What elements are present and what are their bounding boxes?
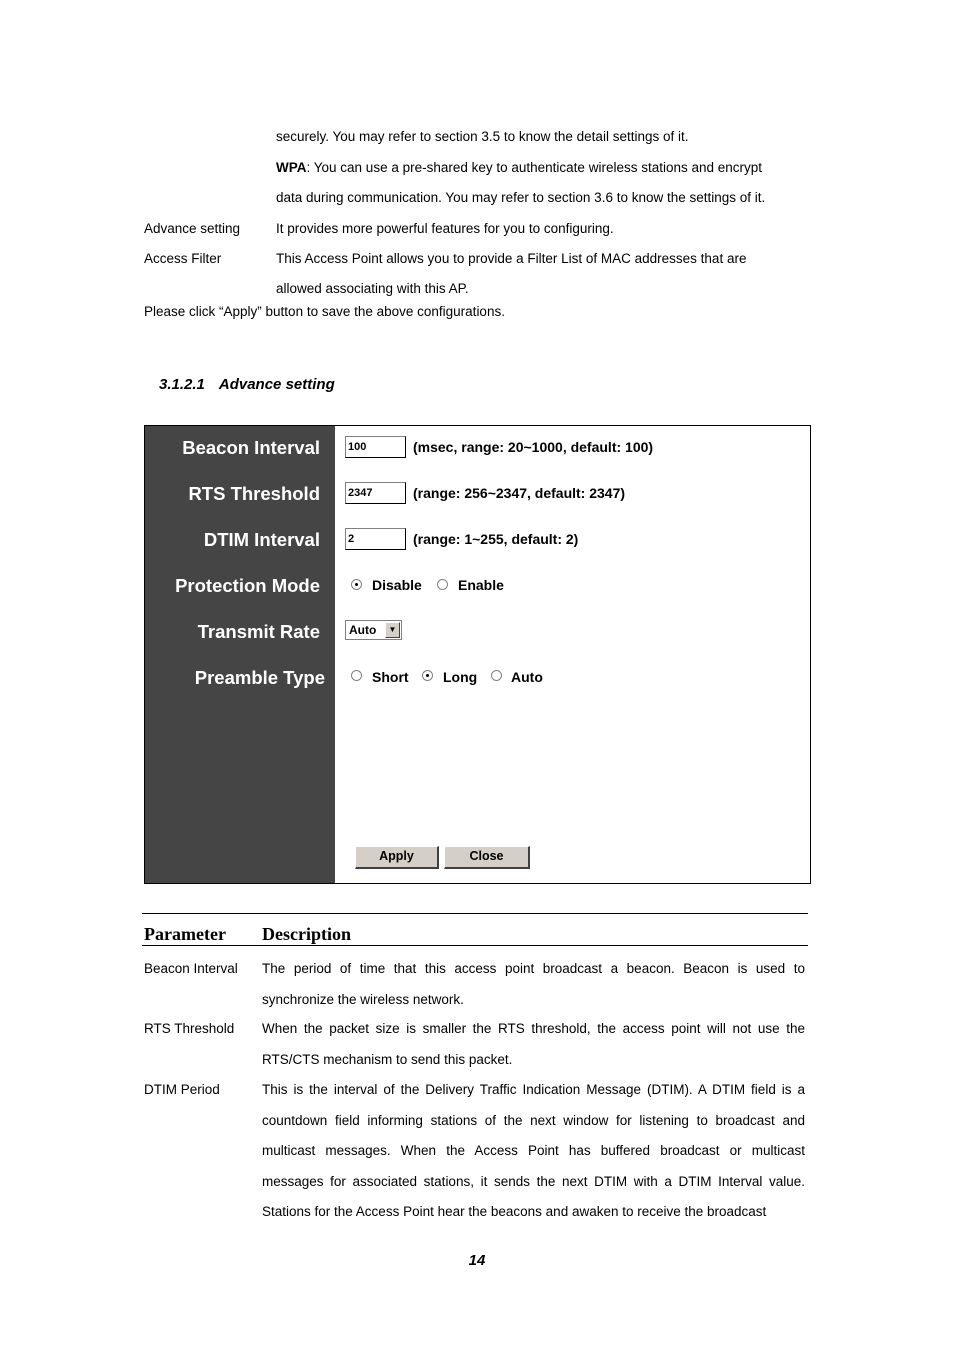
dtim-interval-label: DTIM Interval xyxy=(203,529,320,550)
transmit-rate-label: Transmit Rate xyxy=(197,621,320,642)
beacon-interval-label: Beacon Interval xyxy=(182,437,320,458)
intro-item-desc: This Access Point allows you to provide a Filter List of MAC addresses that are xyxy=(276,251,747,266)
page-number: 14 xyxy=(468,1252,486,1269)
intro-wpa-line xyxy=(276,160,762,176)
rts-threshold-hint: (range: 256~2347, default: 2347) xyxy=(413,485,626,501)
intro-item-desc: It provides more powerful features for you to configuring. xyxy=(276,221,614,236)
intro-wpa-line-2: data during communication. You may refer to section 3.6 to know the settings of it. xyxy=(276,190,766,205)
protection-disable-radio[interactable] xyxy=(351,579,362,590)
intro-item-name: Advance setting xyxy=(144,221,241,236)
protection-mode-label: Protection Mode xyxy=(175,575,320,596)
apply-note: Please click “Apply” button to save the above configurations. xyxy=(144,304,505,319)
preamble-auto-label: Auto xyxy=(511,669,543,685)
table-row-name: Beacon Interval xyxy=(144,961,238,976)
table-row-name: RTS Threshold xyxy=(144,1021,235,1036)
rts-threshold-input[interactable]: 2347 xyxy=(345,482,406,504)
table-row-desc: The period of time that this access point broadcast a beacon. Beacon is used to synchronize the wireless network. xyxy=(262,961,805,1007)
intro-item-desc-2: allowed associating with this AP. xyxy=(276,281,469,296)
rts-threshold-label: RTS Threshold xyxy=(188,483,320,504)
table-header-parameter: Parameter xyxy=(144,924,226,944)
preamble-type-label: Preamble Type xyxy=(194,667,325,688)
chevron-down-icon[interactable]: ▼ xyxy=(385,622,400,638)
table-top-rule xyxy=(142,913,808,914)
section-title: Advance setting xyxy=(218,376,335,393)
wpa-text: : You can use a pre-shared key to authenticate wireless stations and encrypt xyxy=(306,160,763,175)
preamble-long-label: Long xyxy=(443,669,478,685)
wpa-label: WPA xyxy=(276,160,307,175)
preamble-auto-radio[interactable] xyxy=(491,670,502,681)
close-button[interactable]: Close xyxy=(444,846,530,869)
apply-button[interactable]: Apply xyxy=(355,846,439,869)
table-header-description: Description xyxy=(262,924,351,944)
preamble-long-radio[interactable] xyxy=(422,670,433,681)
protection-disable-label: Disable xyxy=(372,577,422,593)
dtim-interval-input[interactable]: 2 xyxy=(345,528,406,550)
transmit-rate-value: Auto xyxy=(349,623,377,637)
dtim-interval-hint: (range: 1~255, default: 2) xyxy=(413,531,579,547)
intro-item-name: Access Filter xyxy=(144,251,222,266)
beacon-interval-hint: (msec, range: 20~1000, default: 100) xyxy=(413,439,654,455)
beacon-interval-input[interactable]: 100 xyxy=(345,436,406,458)
table-row-desc: This is the interval of the Delivery Traffic Indication Message (DTIM). A DTIM field is a countdown field informing stations of the next window for listening to broadcast and multicast messages. When the Access Point has buffered broadcast or multicast messages for associated stations, it sends the next DTIM with a DTIM Interval value. Stations for the Access Point hear the beacons and awaken to receive the broadcast xyxy=(262,1082,805,1219)
preamble-short-label: Short xyxy=(372,669,409,685)
table-row-desc: When the packet size is smaller the RTS threshold, the access point will not use the RTS/CTS mechanism to send this packet. xyxy=(262,1021,805,1067)
table-header-rule xyxy=(142,945,808,946)
transmit-rate-select[interactable] xyxy=(345,620,402,640)
section-number: 3.1.2.1 xyxy=(159,376,205,393)
preamble-short-radio[interactable] xyxy=(351,670,362,681)
section-heading xyxy=(159,376,335,393)
protection-enable-radio[interactable] xyxy=(437,579,448,590)
advance-setting-panel xyxy=(144,425,811,884)
intro-line-1: securely. You may refer to section 3.5 to know the detail settings of it. xyxy=(276,129,689,144)
protection-enable-label: Enable xyxy=(458,577,504,593)
table-row-name: DTIM Period xyxy=(144,1082,220,1097)
